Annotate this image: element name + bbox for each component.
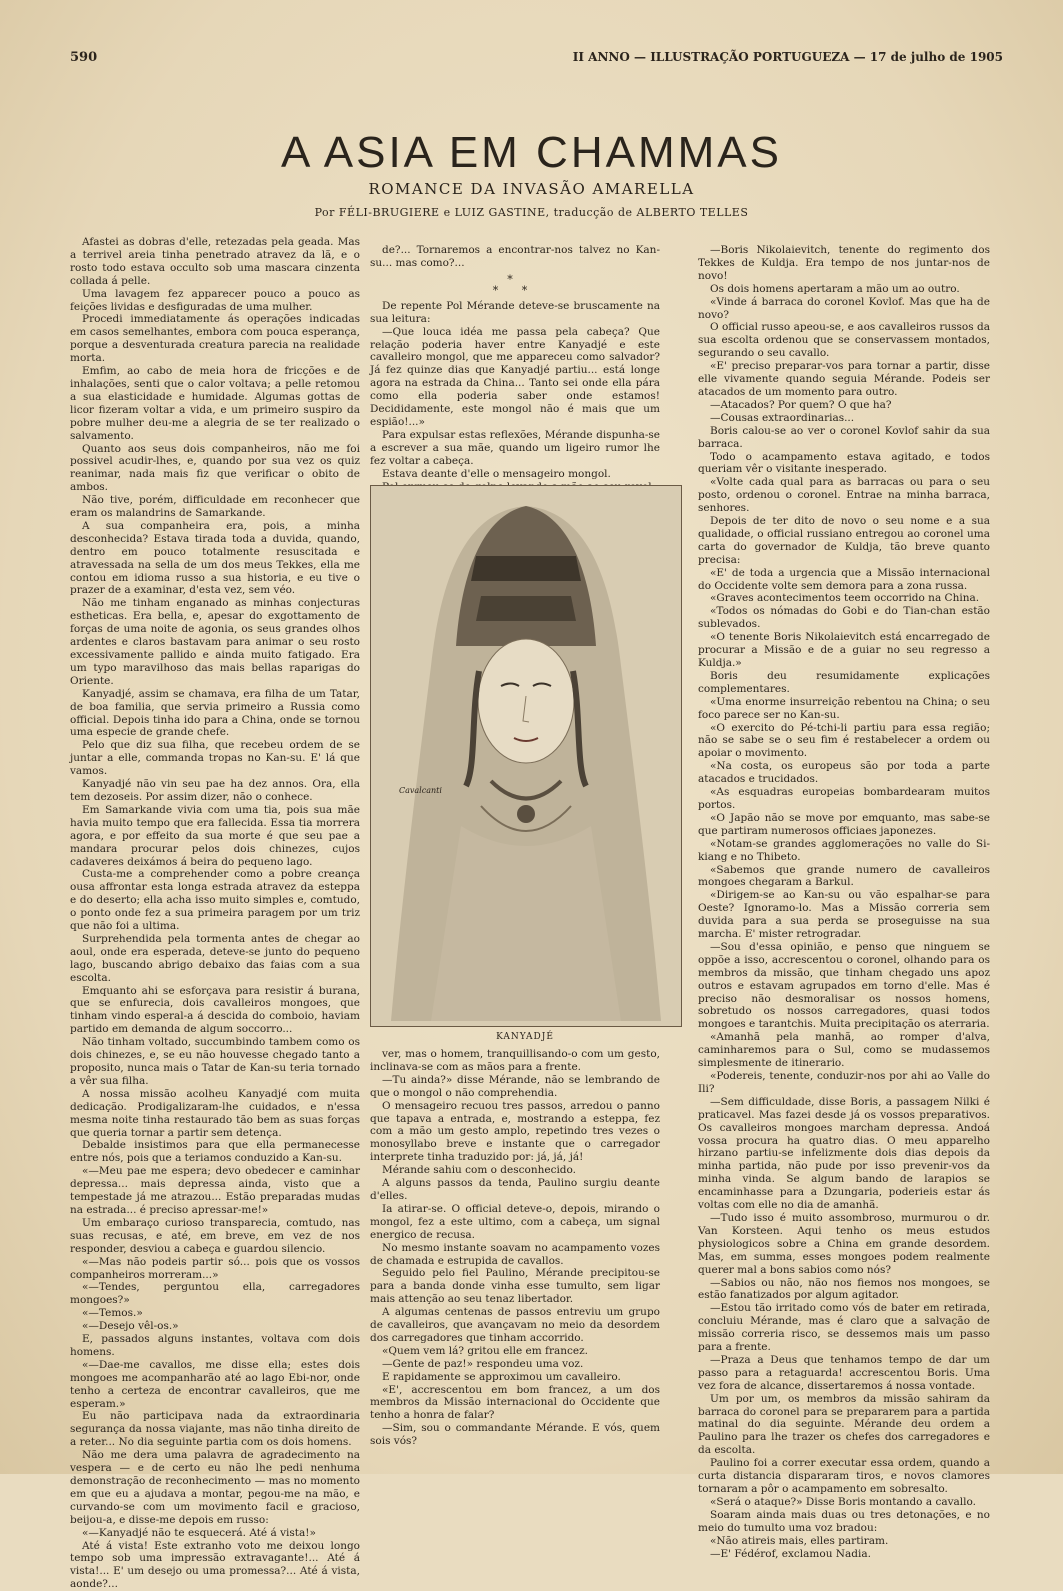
paragraph: Um por um, os membros da missão sahiram da barraca do coronel para se prepararem para a partida matinal do dia seguinte. Mérande deu ordem a Paulino para lhe trazer os chefes dos carregadores e da escolta. (698, 1392, 990, 1457)
paragraph: Os dois homens apertaram a mão um ao outro. (710, 282, 960, 295)
paragraph: «Uma enorme insurreição rebentou na China; o seu foco parece ser no Kan-su. (698, 695, 990, 721)
paragraph: Todo o acampamento estava agitado, e todos queriam vêr o visitante inesperado. (698, 450, 990, 476)
paragraph: Mérande sahiu com o desconhecido. (382, 1164, 577, 1177)
paragraph: Não me tinham enganado as minhas conjecturas estheticas. Era bella, e, apesar do exgottamento de forças de uma noite de agonia, os seus grandes olhos ardentes e claros bastavam para animar o seu rosto excessivamente pallido e ainda muito fatigado. Era um typo maravilhoso das mais bellas raparigas do Oriente. (70, 597, 360, 687)
text-column-3 (698, 244, 990, 1560)
paragraph: Custa-me a comprehender como a pobre creança ousa affrontar esta longa estrada atravez da esteppa e do deserto; ella acha isso muito simples e, comtudo, o ponto onde fez a sua primeira paragem por um triz que não foi a ultima. (70, 868, 360, 933)
article-byline: Por FÉLI-BRUGIERE e LUIZ GASTINE, traducção de ALBERTO TELLES (314, 206, 749, 219)
paragraph: Um embaraço curioso transparecia, comtudo, nas suas recusas, e até, em breve, em vez de nos responder, desviou a cabeça e guardou silencio. (70, 1216, 360, 1255)
paragraph: «—Tendes, perguntou ella, carregadores mongoes?» (70, 1281, 360, 1307)
paragraph: Seguido pelo fiel Paulino, Mérande precipitou-se para a banda donde vinha esse tumulto, sem ligar mais attenção ao seu tenaz libertador. (370, 1267, 660, 1306)
paragraph: No mesmo instante soavam no acampamento vozes de chamada e estrupida de cavallos. (370, 1241, 660, 1267)
paragraph: «As esquadras europeias bombardearam muitos portos. (698, 786, 990, 811)
section-break-stars: * * * (492, 272, 538, 297)
paragraph: «Amanhã pela manhã, ao romper d'alva, caminharemos para o Sul, como se mudassemos simplesmente de itinerario. (698, 1031, 990, 1070)
paragraph: —Praza a Deus que tenhamos tempo de dar um passo para a retaguarda! accrescentou Boris. Uma vez fora de alcance, dissertaremos á nossa vontade. (698, 1353, 990, 1392)
paragraph: «Será o ataque?» Disse Boris montando a cavallo. (710, 1495, 976, 1508)
paragraph: —Sim, sou o commandante Mérande. E vós, quem sois vós? (370, 1422, 660, 1448)
paragraph: Ia atirar-se. O official deteve-o, depois, mirando o mongol, fez a este ultimo, com a cabeça, um signal energico de recusa. (370, 1202, 660, 1241)
paragraph: A algumas centenas de passos entreviu um grupo de cavalleiros, que avançavam no meio da desordem dos carregadores que tinham accorrido. (370, 1306, 660, 1344)
article-title: A ASIA EM CHAMMAS (281, 128, 782, 177)
paragraph: —E' Fédérof, exclamou Nadia. (710, 1547, 871, 1560)
paragraph: «Graves acontecimentos teem occorrido na China. (710, 592, 980, 605)
paragraph: «E', accrescentou em bom francez, a um dos membros da Missão internacional do Occidente que tenho a honra de falar? (370, 1383, 660, 1422)
paragraph: —Gente de paz!» respondeu uma voz. (382, 1357, 584, 1370)
paragraph: A nossa missão acolheu Kanyadjé com muita dedicação. Prodigalizaram-lhe cuidados, e n'essa mesma noite tinha restaurado tão bem as suas forças que queria tornar a partir sem detença. (70, 1087, 360, 1139)
paragraph: «O Japão não se move por emquanto, mas sabe-se que partiram numerosos officiaes japonezes. (698, 811, 990, 837)
paragraph: —Que louca idéa me passa pela cabeça? Que relação poderia haver entre Kanyadjé e este cavalleiro mongol, que me appareceu como salvador? Já fez quinze dias que Kanyadjé partiu... está longe agora na estrada da China... Tanto sei onde ella pára como ella poderia saber onde estamos! Decididamente, este mongol não é mais que um espião!...» (370, 325, 660, 428)
paragraph: «E' de toda a urgencia que a Missão internacional do Occidente volte sem demora para a zona russa. (698, 566, 990, 592)
paragraph: O mensageiro recuou tres passos, arredou o panno que tapava a entrada, e, mostrando a esteppa, fez com a mão um gesto amplo, repetindo tres vezes o monosyllabo breve e instante que o carregador interprete tinha traduzido por: já, já, já! (370, 1099, 660, 1164)
paragraph: —Sou d'essa opinião, e penso que ninguem se oppõe a isso, accrescentou o coronel, olhando para os membros da missão, que tinham chegado uns apoz outros e estavam agrupados em torno d'elle. Mas é preciso não desmoralisar os nossos homens, sobretudo os nossos carregadores, quasi todos mongoes e tarantchis. Muita precipitação os aterraria. (698, 940, 990, 1031)
paragraph: —Cousas extraordinarias... (710, 411, 855, 424)
paragraph: «Podereis, tenente, conduzir-nos por ahi ao Valle do Ili? (698, 1070, 990, 1095)
paragraph: Emquanto ahi se esforçava para resistir á burana, que se enfurecia, dois cavalleiros mongoes, que tinham vindo esperal-a á descida do comboio, haviam partido em demanda de algum soccorro... (70, 984, 360, 1036)
paragraph: «—Temos.» (82, 1307, 143, 1320)
text-column-1 (70, 236, 360, 1591)
paragraph: O official russo apeou-se, e aos cavalleiros russos da sua escolta ordenou que se conservassem montados, segurando o seu cavallo. (698, 321, 990, 360)
paragraph: —Atacados? Por quem? O que ha? (710, 398, 892, 411)
illustration-caption: KANYADJÉ (496, 1032, 554, 1042)
paragraph: —Tudo isso é muito assombroso, murmurou o dr. Van Korsteen. Aqui tenho os meus estudos physiologicos sobre a China em grande desordem. Mas, em summa, esses mongoes podem realmente querer mal a bons sabios como nós? (698, 1211, 990, 1276)
paragraph: Em Samarkande vivia com uma tia, pois sua mãe havia muito tempo que era fallecida. Essa tia morrera agora, e por effeito da sua morte é que seu pae a mandara procurar pelos dois chinezes, cujos cadaveres deixámos á beira do pequeno lago. (70, 803, 360, 868)
paragraph: «Quem vem lá? gritou elle em francez. (382, 1344, 588, 1357)
paragraph: «Dirigem-se ao Kan-su ou vão espalhar-se para Oeste? Ignoramo-lo. Mas a Missão correria sem duvida para a sua perda se proseguisse na sua marcha. E' mister retrogradar. (698, 889, 990, 941)
paragraph: «Vinde á barraca do coronel Kovlof. Mas que ha de novo? (698, 295, 990, 321)
paragraph: A sua companheira era, pois, a minha desconhecida? Estava tirada toda a duvida, quando, dentro em pouco totalmente resuscitada e atravessada na sella de um dos meus Tekkes, ella me contou em idioma russo a sua historia, e eu tive o prazer de a examinar, d'esta vez, sem véo. (70, 519, 360, 597)
article-subtitle: ROMANCE DA INVASÃO AMARELLA (368, 180, 695, 198)
paragraph: Até á vista! Este extranho voto me deixou longo tempo sob uma impressão extravagante!... Até á vista!... E' um desejo ou uma promessa?... Até á vista, aonde?... (70, 1539, 360, 1591)
paragraph: Paulino foi a correr executar essa ordem, quando a curta distancia dispararam tiros, e novos clamores tornaram a pôr o acampamento em sobresalto. (698, 1457, 990, 1495)
paragraph: Uma lavagem fez apparecer pouco a pouco as feições lividas e desfiguradas de uma mulher. (70, 287, 360, 313)
paragraph: Boris deu resumidamente explicações complementares. (698, 669, 990, 695)
paragraph: «Não atireis mais, elles partiram. (710, 1534, 889, 1547)
paragraph: Não tive, porém, difficuldade em reconhecer que eram os malandrins de Samarkande. (70, 494, 360, 520)
paragraph: «—Desejo vêl-os.» (82, 1320, 179, 1333)
paragraph: Afastei as dobras d'elle, retezadas pela geada. Mas a terrivel areia tinha penetrado atravez da lã, e o rosto todo estava occulto sob uma mascara cinzenta collada á pelle. (70, 236, 360, 287)
paragraph: «Todos os nómadas do Gobi e do Tian-chan estão sublevados. (698, 605, 990, 631)
text-column-2-top (370, 244, 660, 480)
paragraph: Debalde insistimos para que ella permanecesse entre nós, pois que a teriamos conduzido a Kan-su. (70, 1139, 360, 1165)
paragraph: «E' preciso preparar-vos para tornar a partir, disse elle vivamente quando seguia Mérande. Podeis ser atacados de um momento para outro. (698, 360, 990, 398)
paragraph: Soaram ainda mais duas ou tres detonações, e no meio do tumulto uma voz bradou: (698, 1508, 990, 1534)
portrait-drawing (371, 486, 681, 1026)
portrait-illustration (370, 485, 682, 1027)
paragraph: —Sabios ou não, não nos fiemos nos mongoes, se estão fanatizados por algum agitador. (698, 1276, 990, 1302)
paragraph: «—Mas não podeis partir só... pois que os vossos companheiros morreram...» (70, 1255, 360, 1281)
paragraph: Estava deante d'elle o mensageiro mongol. (382, 467, 611, 480)
paragraph: «—Meu pae me espera; devo obedecer e caminhar depressa... mais depressa ainda, visto que a tempestade já me atrazou... Estão preparadas mudas na estrada... é preciso apressar-me!» (70, 1165, 360, 1216)
paragraph: Kanyadjé não vin seu pae ha dez annos. Ora, ella tem dezoseis. Por assim dizer, não o conhece. (70, 778, 360, 803)
paragraph: Não tinham voltado, succumbindo tambem como os dois chinezes, e, se eu não houvesse chegado tanto a proposito, nunca mais o Tatar de Kan-su teria tornado a vêr sua filha. (70, 1036, 360, 1087)
paragraph: —Boris Nikolaievitch, tenente do regimento dos Tekkes de Kuldja. Era tempo de nos juntar-nos de novo! (698, 244, 990, 282)
paragraph: Não me dera uma palavra de agradecimento na vespera — e de certo eu não lhe pedi nenhuma demonstração de reconhecimento — mas no momento em que eu a ajudava a montar, pegou-me na mão, e curvando-se com um movimento facil e gracioso, beijou-a, e disse-me depois em russo: (70, 1449, 360, 1526)
paragraph: —Estou tão irritado como vós de bater em retirada, concluiu Mérande, mas é claro que a salvação de missão correria risco, se dessemos mais um passo para a frente. (698, 1302, 990, 1354)
page-number: 590 (70, 50, 98, 65)
paragraph: Emfim, ao cabo de meia hora de fricções e de inhalações, senti que o calor voltava; a pelle retomou a sua elasticidade e humidade. Algumas gottas de licor fizeram voltar a vida, e um primeiro suspiro da pobre mulher deu-me a alegria de se ter realizado o salvamento. (70, 365, 360, 442)
paragraph: —Tu ainda?» disse Mérande, não se lembrando de que o mongol o não comprehendia. (370, 1073, 660, 1099)
paragraph: Pelo que diz sua filha, que recebeu ordem de se juntar a elle, commanda tropas no Kan-su. E' lá que vamos. (70, 739, 360, 778)
paragraph: «—Kanyadjé não te esquecerá. Até á vista!» (82, 1526, 316, 1539)
paragraph: A alguns passos da tenda, Paulino surgiu deante d'elles. (370, 1177, 660, 1202)
paragraph: «Notam-se grandes agglomerações no valle do Si-kiang e no Thibeto. (698, 837, 990, 863)
paragraph: «O tenente Boris Nikolaievitch está encarregado de procurar a Missão e de a guiar no seu regresso a Kuldja.» (698, 631, 990, 669)
paragraph: Para expulsar estas reflexões, Mérande dispunha-se a escrever a sua mãe, quando um ligeiro rumor lhe fez voltar a cabeça. (370, 428, 660, 467)
paragraph: Depois de ter dito de novo o seu nome e a sua qualidade, o official russiano entregou ao coronel uma carta do governador de Kuldja, tão breve quanto precisa: (698, 515, 990, 566)
paragraph: «Volte cada qual para as barracas ou para o seu posto, ordenou o coronel. Entrae na minha barraca, senhores. (698, 476, 990, 515)
paragraph: De repente Pol Mérande deteve-se bruscamente na sua leitura: (370, 299, 660, 325)
paragraph: Quanto aos seus dois companheiros, não me foi possivel acudir-lhes, e, quando por sua vez os quiz reanimar, nada mais fiz que verificar o obito de ambos. (70, 442, 360, 494)
paragraph: E, passados alguns instantes, voltava com dois homens. (70, 1333, 360, 1358)
paragraph: Surprehendida pela tormenta antes de chegar ao aoul, onde era esperada, deteve-se junto do pequeno lago, buscando abrigo debaixo das faias com a sua escolta. (70, 932, 360, 984)
paragraph: E rapidamente se approximou um cavalleiro. (382, 1370, 621, 1383)
paragraph: «—Dae-me cavallos, me disse ella; estes dois mongoes me acompanharão até ao lago Ebi-nor, onde tenho a certeza de encontrar cavalleiros, que me esperam.» (70, 1358, 360, 1410)
paragraph: «Sabemos que grande numero de cavalleiros mongoes chegaram a Barkul. (698, 863, 990, 889)
paragraph: Eu não participava nada da extraordinaria segurança da nossa viajante, mas não tinha direito de a reter... No dia seguinte partia com os dois homens. (70, 1410, 360, 1449)
paragraph: «Na costa, os europeus são por toda a parte atacados e trucidados. (698, 760, 990, 786)
paragraph: «O exercito do Pé-tchi-li partiu para essa região; não se sabe se o seu fim é restabelecer a ordem ou apoiar o movimento. (698, 721, 990, 760)
paragraph: Kanyadjé, assim se chamava, era filha de um Tatar, de boa familia, que servia primeiro a Russia como official. Depois tinha ido para a China, onde se tornou uma especie de grande chefe. (70, 687, 360, 739)
running-title: II ANNO — ILLUSTRAÇÃO PORTUGUEZA — 17 de julho de 1905 (572, 50, 1003, 64)
paragraph: Boris calou-se ao ver o coronel Kovlof sahir da sua barraca. (698, 424, 990, 450)
artist-signature: Cavalcanti (399, 786, 442, 795)
paragraph: de?... Tornaremos a encontrar-nos talvez no Kan-su... mas como?... (370, 244, 660, 269)
text-column-2-bottom (370, 1048, 660, 1448)
paragraph: —Sem difficuldade, disse Boris, a passagem Nilki é praticavel. Mas fazei desde já os vossos preparativos. Os cavalleiros mongoes marcham depressa. Andoá vossa procura ha quatro dias. O meu apparelho hirzano partiu-se infelizmente dois dias depois da minha partida, não pude por isso prevenir-vos da minha vinda. Se algum bando de larapios se encaminhasse para a Dzungaria, poderieis estar ás voltas com elle no dia de amanhã. (698, 1095, 990, 1212)
paragraph: ver, mas o homem, tranquillisando-o com um gesto, inclinava-se com as mãos para a frente. (370, 1048, 660, 1073)
paragraph: Procedi immediatamente ás operações indicadas em casos semelhantes, embora com pouca esperança, porque a desventurada creatura parecia na realidade morta. (70, 313, 360, 365)
